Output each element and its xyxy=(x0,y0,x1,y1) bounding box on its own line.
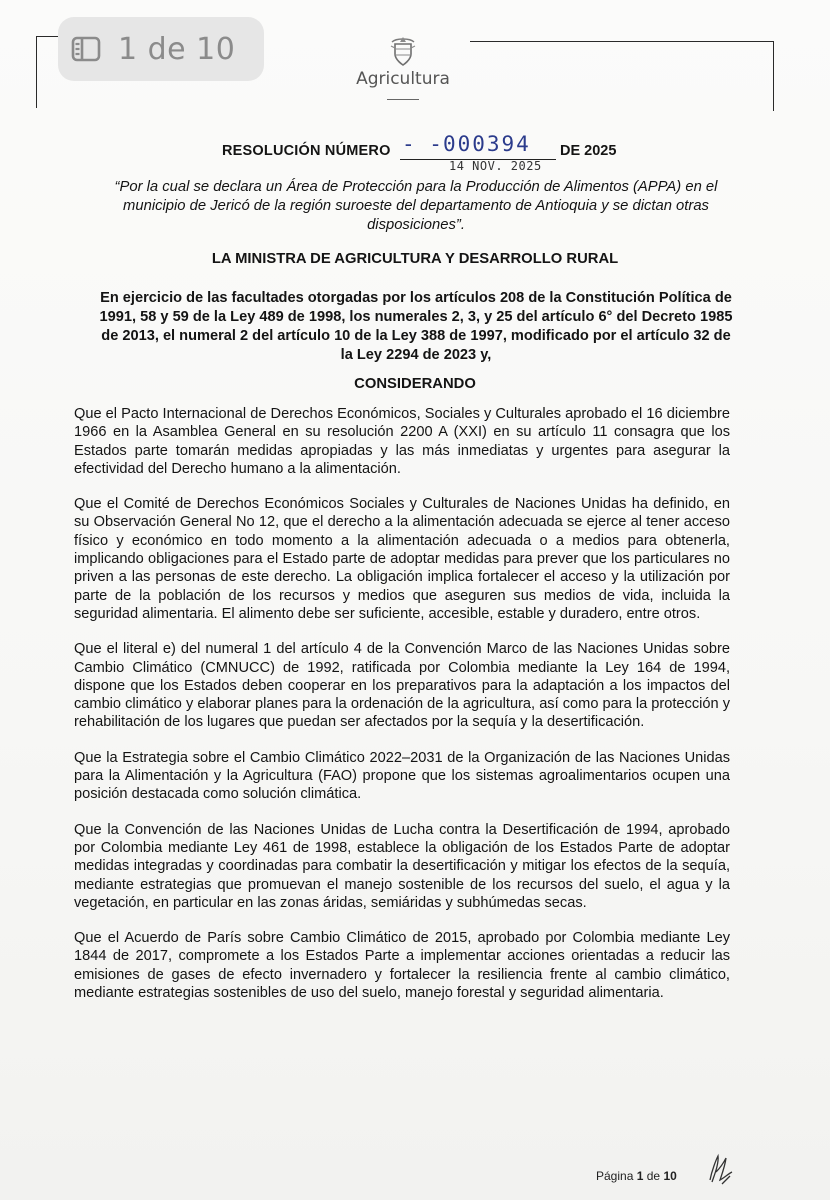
page-footer xyxy=(596,1169,677,1183)
frame-line-top-right xyxy=(470,41,774,42)
resolution-label: RESOLUCIÓN NÚMERO xyxy=(222,143,391,159)
frame-line-left xyxy=(36,36,37,108)
resolution-year: DE 2025 xyxy=(560,143,617,159)
resolution-number-prefix: - - xyxy=(402,132,443,156)
considerando-paragraph: Que la Convención de las Naciones Unidas de Lucha contra la Desertificación de 1994, aprobado por Colombia mediante Ley 461 de 1998, establece la obligación de los Estados Parte de adoptar medidas integradas y coordinadas para combatir la desertificación y mitigar los efectos de la sequía, mediante estrategias que promuevan el manejo sostenible de los recursos del suelo, el agua y la vegetación, en particular en las zonas áridas, semiáridas y subhúmedas secas. xyxy=(74,821,730,911)
frame-line-top-left xyxy=(36,36,58,37)
footer-page-sep: de xyxy=(646,1169,661,1183)
considerando-paragraph: Que el Acuerdo de París sobre Cambio Climático de 2015, aprobado por Colombia mediante Ley 1844 de 2017, compromete a los Estados Parte a implementar acciones orientadas a reducir las emisiones de gases de efecto invernadero y fortalecer la resiliencia frente al cambio climático, mediante estrategias sostenibles de uso del suelo, manejo forestal y seguridad alimentaria. xyxy=(74,930,730,1002)
resolution-stamped-date: 14 NOV. 2025 xyxy=(449,159,542,173)
colombia-coat-of-arms-icon xyxy=(386,34,420,68)
footer-page-total: 10 xyxy=(663,1169,677,1183)
resolution-title xyxy=(222,132,622,172)
resolution-subtitle: “Por la cual se declara un Área de Protección para la Producción de Alimentos (APPA) en el municipio de Jericó de la región suroeste del departamento de Antioquia y se dictan otras disposiciones”. xyxy=(114,179,718,233)
sidebar-panel-icon[interactable] xyxy=(70,33,102,65)
considerando-paragraph: Que el Pacto Internacional de Derechos Económicos, Sociales y Culturales aprobado el 16 diciembre 1966 en la Asamblea General en su resolución 2200 A (XXI) en su artículo 11 consagra que los Estados parte tomarán medidas apropiadas y las más inmediatas y urgentes para asegurar la efectividad del Derecho humano a la alimentación. xyxy=(74,406,730,477)
logo-underline xyxy=(387,99,419,100)
resolution-number xyxy=(402,132,586,156)
page-indicator-pill[interactable] xyxy=(58,17,264,81)
considerando-heading: CONSIDERANDO xyxy=(354,376,476,392)
considerando-paragraphs xyxy=(74,405,730,1019)
footer-page-current: 1 xyxy=(636,1169,644,1183)
initials-signature-icon xyxy=(700,1150,740,1190)
considerando-paragraph: Que el literal e) del numeral 1 del artículo 4 de la Convención Marco de las Naciones Unidas sobre Cambio Climático (CMNUCC) de 1992, ratificada por Colombia mediante la Ley 164 de 1994, dispone que los Estados deben cooperar en los preparativos para la adaptación a los impactos del cambio climático y elaborar planes para la ordenación de la agricultura, así como para la protección y rehabilitación de los lugares que puedan ser afectados por la sequía y la desertificación. xyxy=(74,641,730,731)
authority-heading: LA MINISTRA DE AGRICULTURA Y DESARROLLO RURAL xyxy=(211,251,619,267)
facultades-paragraph: En ejercicio de las facultades otorgadas por los artículos 208 de la Constitución Política de 1991, 58 y 59 de la Ley 489 de 1998, los numerales 2, 3, y 25 del artículo 6° del Decreto 1985 de 2013, el numeral 2 del artículo 10 de la Ley 388 de 1997, modificado por el artículo 32 de la Ley 2294 de 2023 y, xyxy=(99,290,733,363)
footer-page-word: Página xyxy=(596,1169,634,1183)
resolution-number-value: 000394 xyxy=(442,132,531,156)
page-indicator-text: 1 de 10 xyxy=(118,31,236,67)
considerando-paragraph: Que la Estrategia sobre el Cambio Climático 2022–2031 de la Organización de las Naciones Unidas para la Alimentación y la Agricultura (FAO) propone que los sistemas agroalimentarios ocupen una posición destacada como solución climática. xyxy=(74,749,730,803)
frame-line-right xyxy=(773,41,774,111)
logo-text: Agricultura xyxy=(356,69,450,89)
agricultura-logo xyxy=(346,34,460,100)
considerando-paragraph: Que el Comité de Derechos Económicos Sociales y Culturales de Naciones Unidas ha definido, en su Observación General No 12, que el derecho a la alimentación adecuada se ejerce al tener acceso físico y económico en todo momento a la alimentación adecuada o a medios para obtenerla, implicando obligaciones para el Estado parte de adoptar medidas para prever que los particulares no priven a las personas de este derecho. La obligación implica fortalecer el acceso y la utilización por parte de la población de los recursos y medios que aseguren sus medios de vida, incluida la seguridad alimentaria. El alimento debe ser suficiente, accesible, estable y duradero, entre otros. xyxy=(74,496,730,622)
